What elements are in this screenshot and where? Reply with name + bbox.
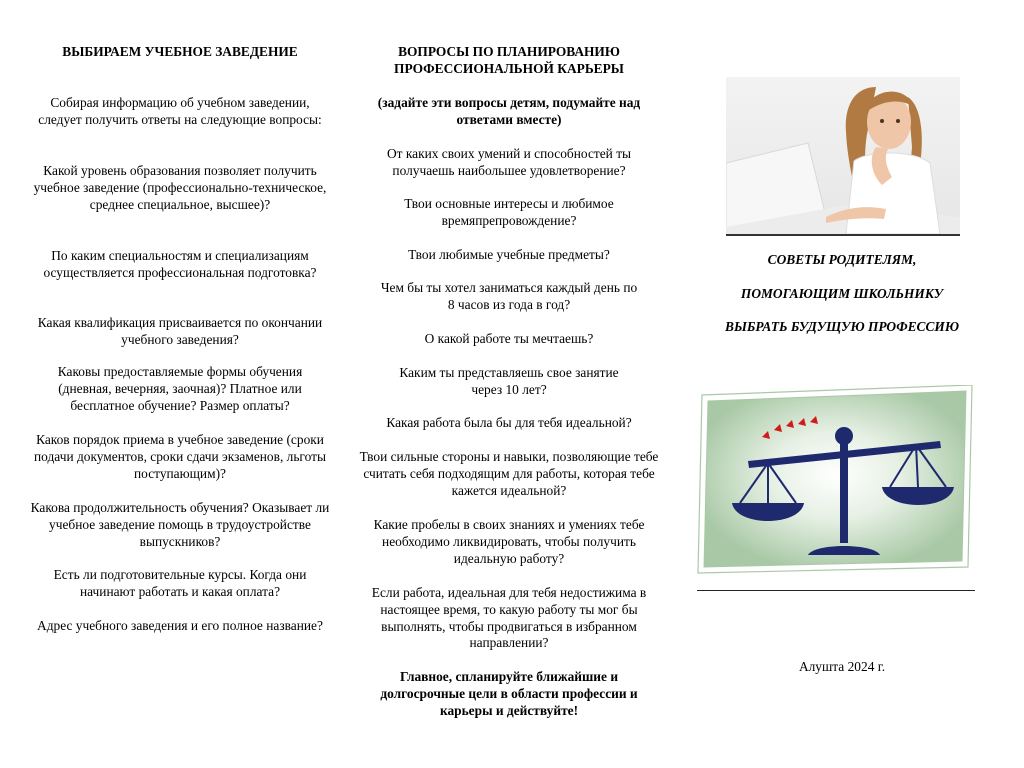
left-question-3: Какая квалификация присваивается по окончании учебного заведения?	[37, 315, 323, 347]
middle-closing: Главное, спланируйте ближайшие и долгосрочные цели в области профессии и карьеры и действуйте!	[380, 669, 638, 718]
left-question-7: Есть ли подготовительные курсы. Когда они начинают работать и какая оплата?	[53, 567, 307, 599]
middle-question-5: О какой работе ты мечтаешь?	[424, 331, 594, 346]
left-question-5: Каков порядок приема в учебное заведение (сроки подачи документов, сроки сдачи экзаменов, льготы поступающим)?	[34, 432, 326, 481]
title-line-1: СОВЕТЫ РОДИТЕЛЯМ,	[767, 252, 917, 267]
middle-question-4-line-1: Чем бы ты хотел заниматься каждый день по	[380, 280, 638, 295]
thinking-girl-image	[726, 77, 960, 236]
middle-question-10: Если работа, идеальная для тебя недостижима в настоящее время, то какую работу ты мог бы выполнять, чтобы продвигаться в избранном направлении?	[371, 585, 647, 651]
middle-question-6-line-2: через 10 лет?	[471, 382, 547, 397]
left-question-8: Адрес учебного заведения и его полное название?	[37, 618, 323, 633]
left-heading: ВЫБИРАЕМ УЧЕБНОЕ ЗАВЕДЕНИЕ	[62, 44, 298, 59]
middle-question-9: Какие пробелы в своих знаниях и умениях тебе необходимо ликвидировать, чтобы получить идеальную работу?	[373, 517, 645, 566]
middle-heading-line-2: ПРОФЕССИОНАЛЬНОЙ КАРЬЕРЫ	[394, 61, 624, 76]
title-line-2: ПОМОГАЮЩИМ ШКОЛЬНИКУ	[740, 286, 944, 301]
city-year: Алушта 2024 г.	[798, 659, 886, 674]
title-line-3: ВЫБРАТЬ БУДУЩУЮ ПРОФЕССИЮ	[725, 319, 959, 334]
left-intro: Собирая информацию об учебном заведении, следует получить ответы на следующие вопросы:	[38, 95, 322, 127]
middle-question-2: Твои основные интересы и любимое времяпрепровождение?	[404, 196, 614, 228]
middle-question-6-line-1: Каким ты представляешь свое занятие	[399, 365, 619, 380]
balance-scales-image	[696, 385, 976, 575]
left-question-4: Каковы предоставляемые формы обучения (дневная, вечерняя, заочная)? Платное или бесплатное обучение? Размер оплаты?	[57, 364, 303, 413]
left-question-1: Какой уровень образования позволяет получить учебное заведение (профессионально-техническое, среднее специальное, высшее)?	[33, 163, 327, 212]
middle-note: (задайте эти вопросы детям, подумайте над ответами вместе)	[377, 95, 641, 127]
middle-heading-line-1: ВОПРОСЫ ПО ПЛАНИРОВАНИЮ	[398, 44, 620, 59]
middle-question-8: Твои сильные стороны и навыки, позволяющие тебе считать себя подходящим для работы, которая тебе кажется идеальной?	[359, 449, 659, 498]
middle-question-3: Твои любимые учебные предметы?	[408, 247, 610, 262]
middle-question-4-line-2: 8 часов из года в год?	[447, 297, 571, 312]
middle-question-7: Какая работа была бы для тебя идеальной?	[386, 415, 632, 430]
left-question-6: Какова продолжительность обучения? Оказывает ли учебное заведение помощь в трудоустройстве выпускников?	[30, 500, 330, 549]
middle-question-1: От каких своих умений и способностей ты получаешь наибольшее удовлетворение?	[386, 146, 632, 178]
divider	[697, 590, 975, 591]
left-question-2: По каким специальностям и специализациям осуществляется профессиональная подготовка?	[43, 248, 317, 280]
